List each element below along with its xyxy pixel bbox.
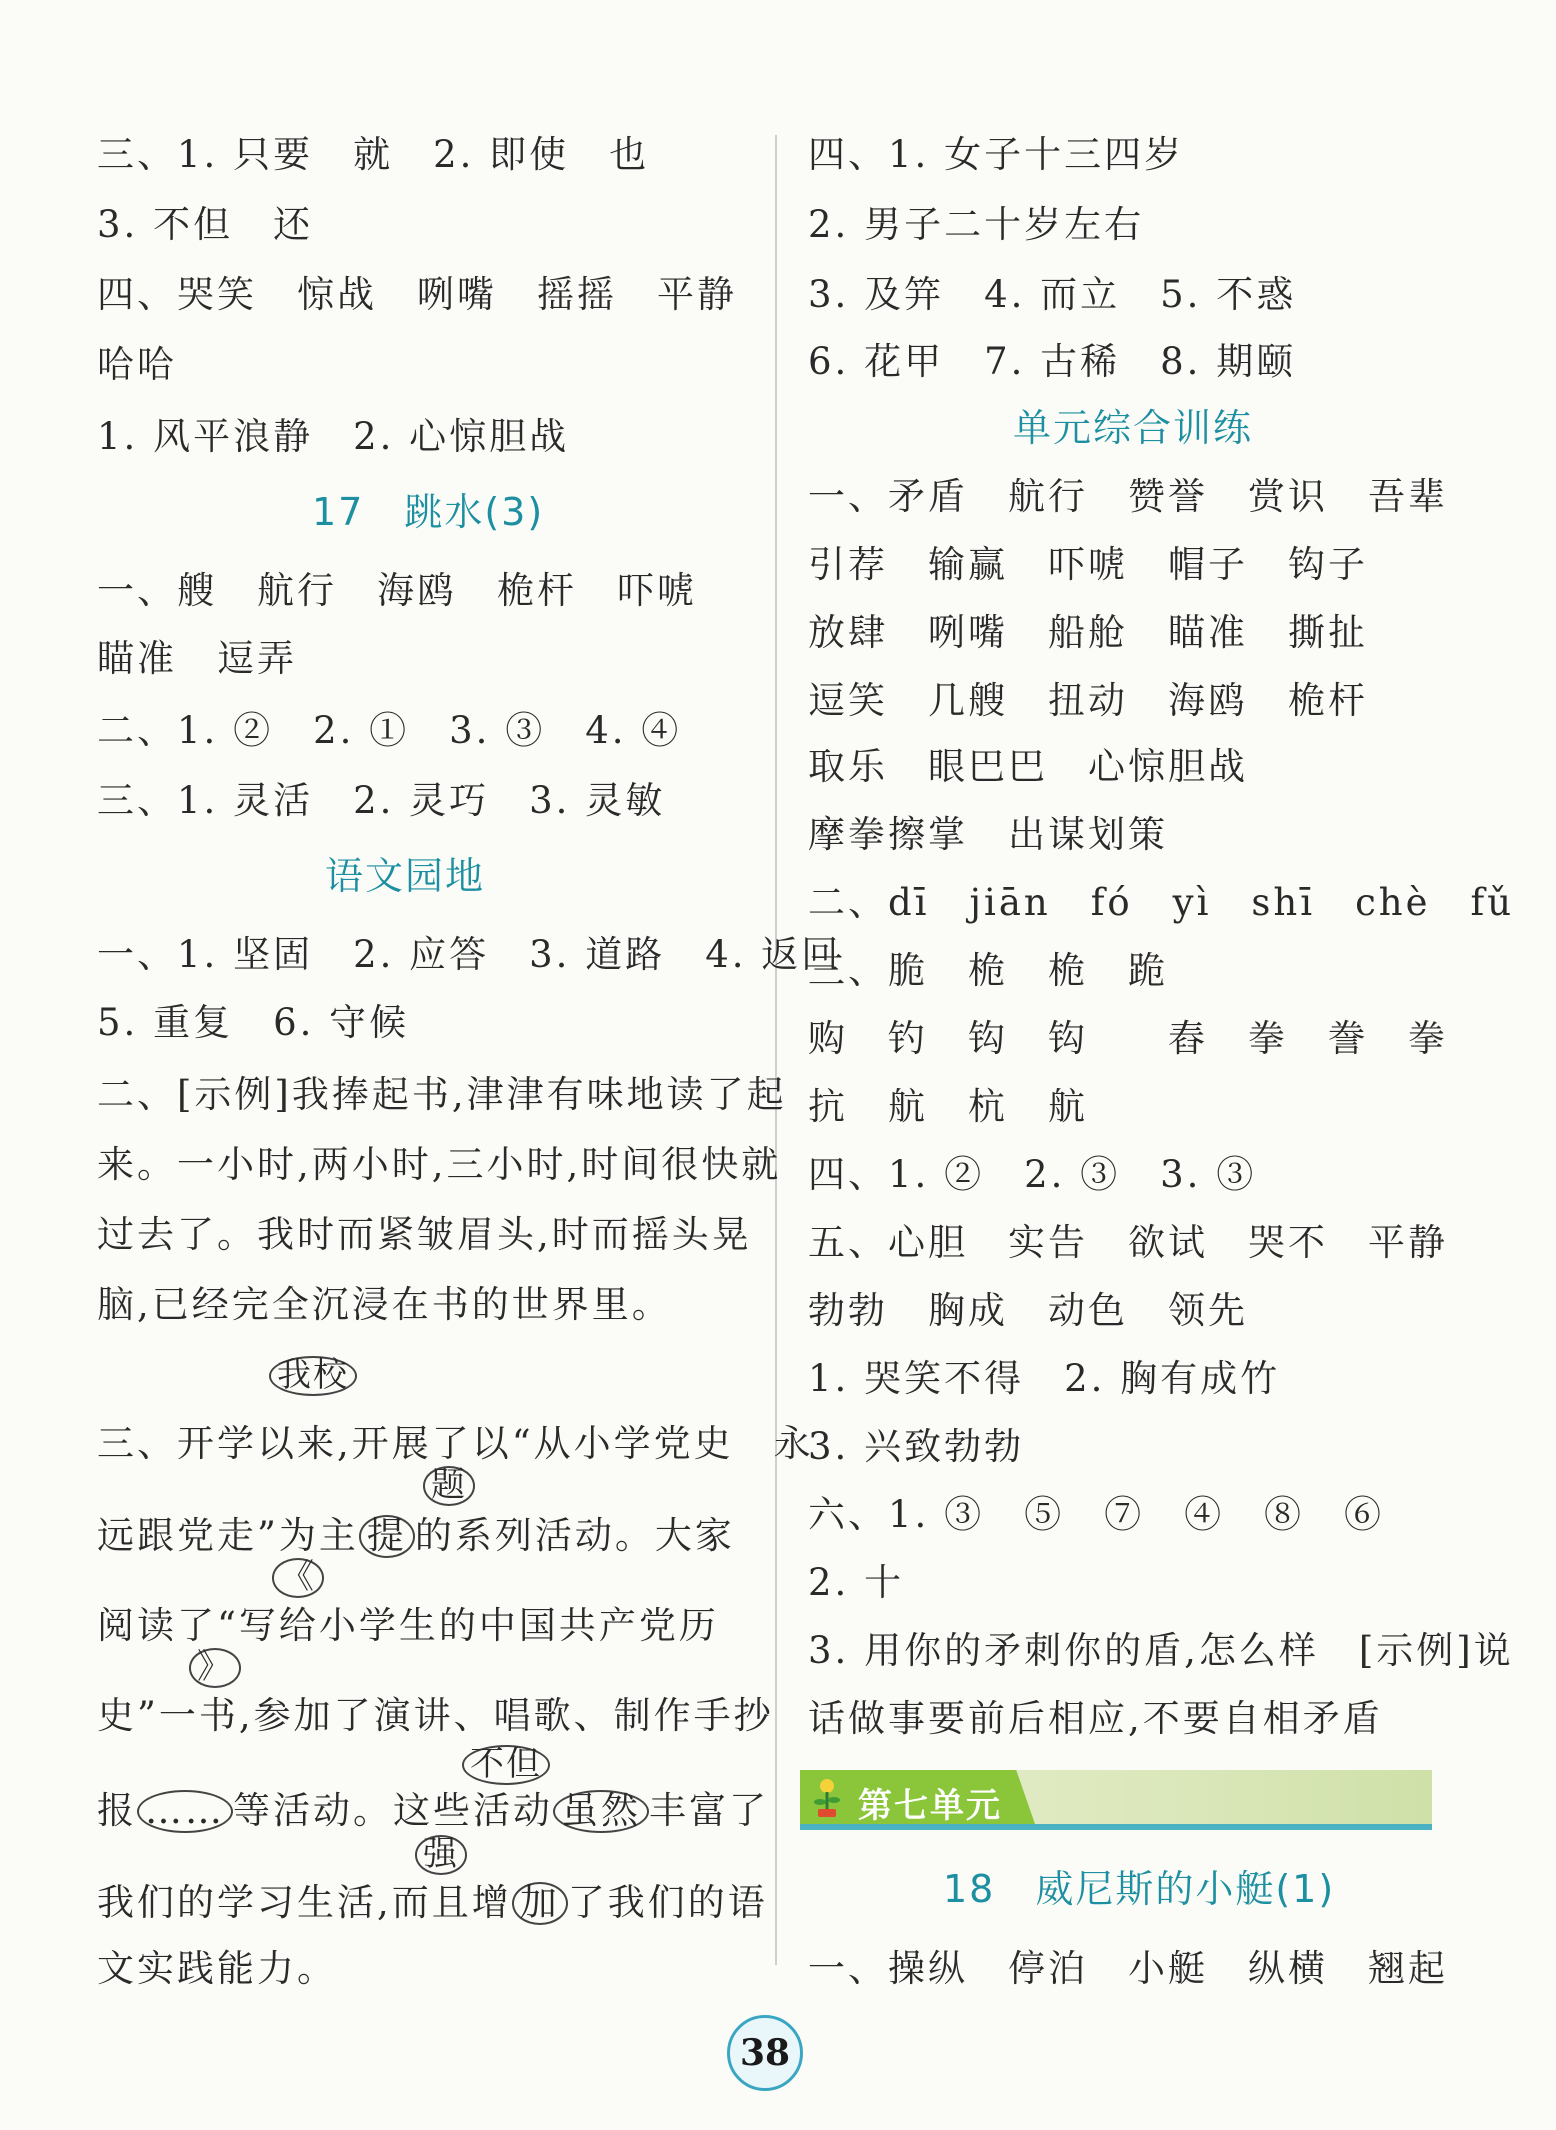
insertion-mark: 题 [423, 1466, 475, 1506]
answer-line: 2. 十 [808, 1561, 905, 1604]
answer-line: 1. 哭笑不得 2. 胸有成竹 [808, 1357, 1281, 1400]
correction-mark: 加 [512, 1882, 568, 1925]
answer-line: 我们的学习生活,而且增 加 了我们的语 [97, 1881, 768, 1924]
answer-line: 三、1. 只要 就 2. 即使 也 [97, 133, 650, 176]
answer-line: 一、矛盾 航行 赞誉 赏识 吾辈 [808, 475, 1448, 518]
answer-line: 购 钓 钩 钩 舂 拳 誊 拳 [808, 1017, 1448, 1060]
deletion-mark: …… [137, 1790, 233, 1833]
unit-banner [800, 1770, 1432, 1830]
answer-line: 3. 兴致勃勃 [808, 1425, 1025, 1468]
answer-line: 三、开学以来,开展了以“从小学党史 永 [97, 1422, 814, 1465]
answer-line: 三、脆 桅 桅 跪 [808, 949, 1168, 992]
answer-line: 三、1. 灵活 2. 灵巧 3. 灵敏 [97, 779, 666, 822]
insertion-mark: 《 [272, 1558, 324, 1598]
page-number: 38 [727, 2015, 803, 2091]
insertion-mark: 强 [415, 1835, 467, 1875]
answer-line: 五、心胆 实告 欲试 哭不 平静 [808, 1221, 1448, 1264]
answer-line: 引荐 输赢 吓唬 帽子 钩子 [808, 543, 1368, 586]
answer-line: 一、1. 坚固 2. 应答 3. 道路 4. 返回 [97, 933, 842, 976]
section-heading: 语文园地 [325, 854, 486, 898]
section-heading: 18 威尼斯的小艇(1) [943, 1867, 1336, 1911]
answer-line: 逗笑 几艘 扭动 海鸥 桅杆 [808, 679, 1368, 722]
section-heading: 单元综合训练 [1013, 406, 1254, 450]
answer-line: 哈哈 [97, 343, 177, 386]
answer-line: 六、1. ③ ⑤ ⑦ ④ ⑧ ⑥ [808, 1493, 1385, 1536]
answer-line: 3. 不但 还 [97, 203, 314, 246]
section-heading: 17 跳水(3) [312, 490, 545, 534]
answer-line: 1. 风平浪静 2. 心惊胆战 [97, 415, 570, 458]
answer-line: 勃勃 胸成 动色 领先 [808, 1289, 1248, 1332]
unit-title: 第七单元 [858, 1786, 1002, 1826]
sprout-icon [808, 1776, 846, 1818]
answer-line: 一、操纵 停泊 小艇 纵横 翘起 [808, 1947, 1448, 1990]
answer-line: 报 …… 等活动。这些活动 虽然 丰富了 [97, 1789, 769, 1832]
answer-line: 四、哭笑 惊战 咧嘴 摇摇 平静 [97, 273, 737, 316]
answer-line: 二、1. ② 2. ① 3. ③ 4. ④ [97, 709, 682, 752]
answer-line: 放肆 咧嘴 船舱 瞄准 撕扯 [808, 611, 1368, 654]
answer-line: 四、1. ② 2. ③ 3. ③ [808, 1153, 1257, 1196]
column-divider [775, 135, 777, 1965]
answer-line: 过去了。我时而紧皱眉头,时而摇头晃 [97, 1213, 752, 1256]
answer-line: 一、艘 航行 海鸥 桅杆 吓唬 [97, 569, 697, 612]
answer-line: 文实践能力。 [97, 1947, 337, 1990]
answer-line: 来。一小时,两小时,三小时,时间很快就 [97, 1143, 782, 1186]
correction-mark: 虽然 [553, 1790, 649, 1833]
answer-line: 史”一书,参加了演讲、唱歌、制作手抄 [97, 1694, 774, 1737]
answer-line: 脑,已经完全沉浸在书的世界里。 [97, 1283, 672, 1326]
insertion-mark: 不但 [462, 1745, 550, 1785]
answer-line: 3. 及笄 4. 而立 5. 不惑 [808, 273, 1297, 316]
answer-line: 远跟党走”为主 提 的系列活动。大家 [97, 1514, 735, 1557]
answer-line: 二、[示例]我捧起书,津津有味地读了起 [97, 1073, 787, 1116]
insertion-mark: 我校 [269, 1356, 357, 1396]
answer-line: 话做事要前后相应,不要自相矛盾 [808, 1697, 1383, 1740]
answer-line: 瞄准 逗弄 [97, 637, 297, 680]
answer-line: 阅读了“写给小学生的中国共产党历 [97, 1604, 719, 1647]
answer-line: 5. 重复 6. 守候 [97, 1001, 410, 1044]
pinyin-answer-line: 二、dī jiān fó yì shī chè fǔ [808, 881, 1515, 924]
insertion-mark: 》 [189, 1648, 241, 1688]
correction-mark: 提 [359, 1515, 415, 1558]
answer-line: 摩拳擦掌 出谋划策 [808, 813, 1168, 856]
answer-line: 四、1. 女子十三四岁 [808, 133, 1185, 176]
answer-line: 取乐 眼巴巴 心惊胆战 [808, 745, 1248, 788]
answer-line: 抗 航 杭 航 [808, 1085, 1088, 1128]
answer-line: 3. 用你的矛刺你的盾,怎么样 [示例]说 [808, 1629, 1514, 1672]
answer-line: 2. 男子二十岁左右 [808, 203, 1145, 246]
answer-line: 6. 花甲 7. 古稀 8. 期颐 [808, 340, 1297, 383]
